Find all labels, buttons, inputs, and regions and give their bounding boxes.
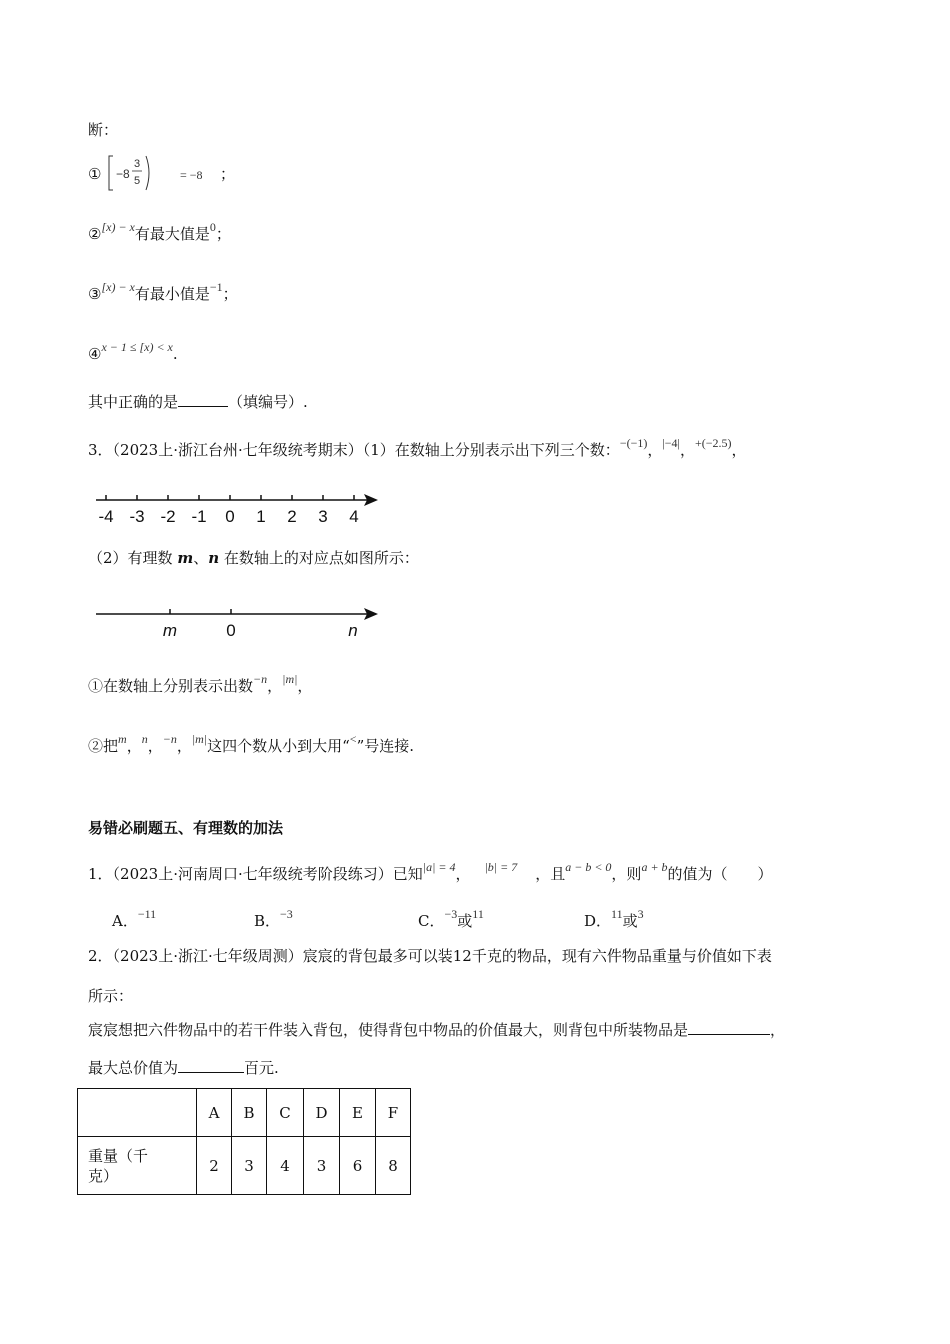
- option-a[interactable]: A．$^{-11}$: [112, 907, 157, 930]
- table-header-cell: A: [197, 1089, 232, 1137]
- option-c[interactable]: C．$^{-3}$或$^{11}$: [418, 907, 484, 930]
- statement-1-end: ；: [220, 165, 236, 183]
- svg-text:−8: −8: [116, 167, 130, 181]
- statement-1-result: = −8: [180, 168, 203, 182]
- answer-blank-items[interactable]: [688, 1020, 770, 1035]
- section5-question-2-line-2: 所示：: [88, 987, 134, 1005]
- axis-tick-label: -1: [191, 507, 207, 526]
- question-3-part-2: （2）有理数 m、n 在数轴上的对应点如图所示：: [88, 549, 419, 567]
- svg-text:5: 5: [134, 175, 141, 187]
- table-header-row: [78, 1089, 411, 1137]
- table-row: [78, 1137, 411, 1195]
- label-m: m: [162, 621, 178, 640]
- option-d[interactable]: D．$^{11}$或$^3$: [584, 907, 644, 930]
- svg-text:3: 3: [134, 158, 141, 170]
- axis-tick-label: -2: [160, 507, 176, 526]
- table-cell: 6: [340, 1137, 376, 1195]
- number-line-1: [92, 488, 392, 528]
- continuation-text: 断：: [88, 121, 119, 139]
- axis-tick-label: 2: [287, 507, 297, 526]
- statement-3-math: [x) − x: [101, 280, 135, 294]
- table-header-cell: F: [376, 1089, 411, 1137]
- statement-4: ④$^{x - 1 \le [x) < x}$.: [88, 340, 178, 363]
- table-cell: 8: [376, 1137, 411, 1195]
- option-b[interactable]: B．$^{-3}$: [254, 907, 293, 930]
- axis-tick-label: 1: [256, 507, 266, 526]
- table-header-cell: D: [304, 1089, 340, 1137]
- statement-2-math: [x) − x: [101, 220, 135, 234]
- section5-question-2-line-1: 2．（2023上·浙江·七年级周测）宸宸的背包最多可以装12千克的物品，现有六件物品重量与价值如下表: [88, 947, 772, 965]
- table-cell: 3: [232, 1137, 267, 1195]
- bracket-expression-icon: [106, 152, 178, 194]
- table-header-cell: [78, 1089, 197, 1137]
- statement-2: ②$^{[x) - x}$有最大值是$^0$；: [88, 220, 231, 243]
- answer-blank[interactable]: [178, 392, 228, 407]
- table-cell: 4: [267, 1137, 304, 1195]
- label-n: n: [348, 621, 358, 640]
- statement-3-value: −1: [209, 280, 223, 294]
- axis-tick-label: 3: [318, 507, 328, 526]
- table-header-cell: B: [232, 1089, 267, 1137]
- q2-answer-line: 其中正确的是 （填编号）.: [88, 393, 308, 411]
- table-header-cell: E: [340, 1089, 376, 1137]
- label-zero: 0: [226, 621, 236, 640]
- statement-3: ③$^{[x) - x}$有最小值是$^{-1}$；: [88, 280, 238, 303]
- section5-question-2-line-3: 宸宸想把六件物品中的若干件装入背包，使得背包中物品的价值最大，则背包中所装物品是 ，: [88, 1021, 786, 1039]
- section5-question-2-line-4: 最大总价值为 百元.: [88, 1059, 279, 1077]
- question-3-stem: 3．（2023上·浙江台州·七年级统考期末）（1）在数轴上分别表示出下列三个数：$^{-(-1)}$，$^{|-4|}$，$^{+(-2.5)}$，: [88, 436, 747, 459]
- axis-tick-label: 0: [225, 507, 235, 526]
- question-3-sub-2: ②把$^m$，$^n$，$^{-n}$，$^{|m|}$这四个数从小到大用“<”号连接.: [88, 732, 414, 755]
- axis-tick-label: 4: [349, 507, 359, 526]
- statement-2-value: 0: [209, 220, 216, 234]
- table-cell: 2: [197, 1137, 232, 1195]
- table-cell: 3: [304, 1137, 340, 1195]
- weight-value-table: [77, 1088, 411, 1195]
- circle-number-1: ①: [88, 165, 102, 183]
- section-title: 易错必刷题五、有理数的加法: [88, 819, 284, 837]
- statement-4-math: x − 1 ≤ [x) < x: [101, 340, 173, 354]
- axis-tick-label: -4: [98, 507, 114, 526]
- table-row-label: 重量（千 克）: [78, 1137, 197, 1195]
- question-3-sub-1: ①在数轴上分别表示出数$^{-n}$，$^{|m|}$，: [88, 672, 313, 695]
- axis-tick-label: -3: [129, 507, 145, 526]
- table-header-cell: C: [267, 1089, 304, 1137]
- section5-question-1: 1．（2023上·河南周口·七年级统考阶段练习）已知$^{|a| = 4}$， $^{|b| = 7}$ ，且$^{a - b < 0}$，则$^{a + b}$的值为（ ）: [88, 860, 773, 883]
- answer-blank-value[interactable]: [178, 1058, 244, 1073]
- number-line-2: [92, 604, 392, 644]
